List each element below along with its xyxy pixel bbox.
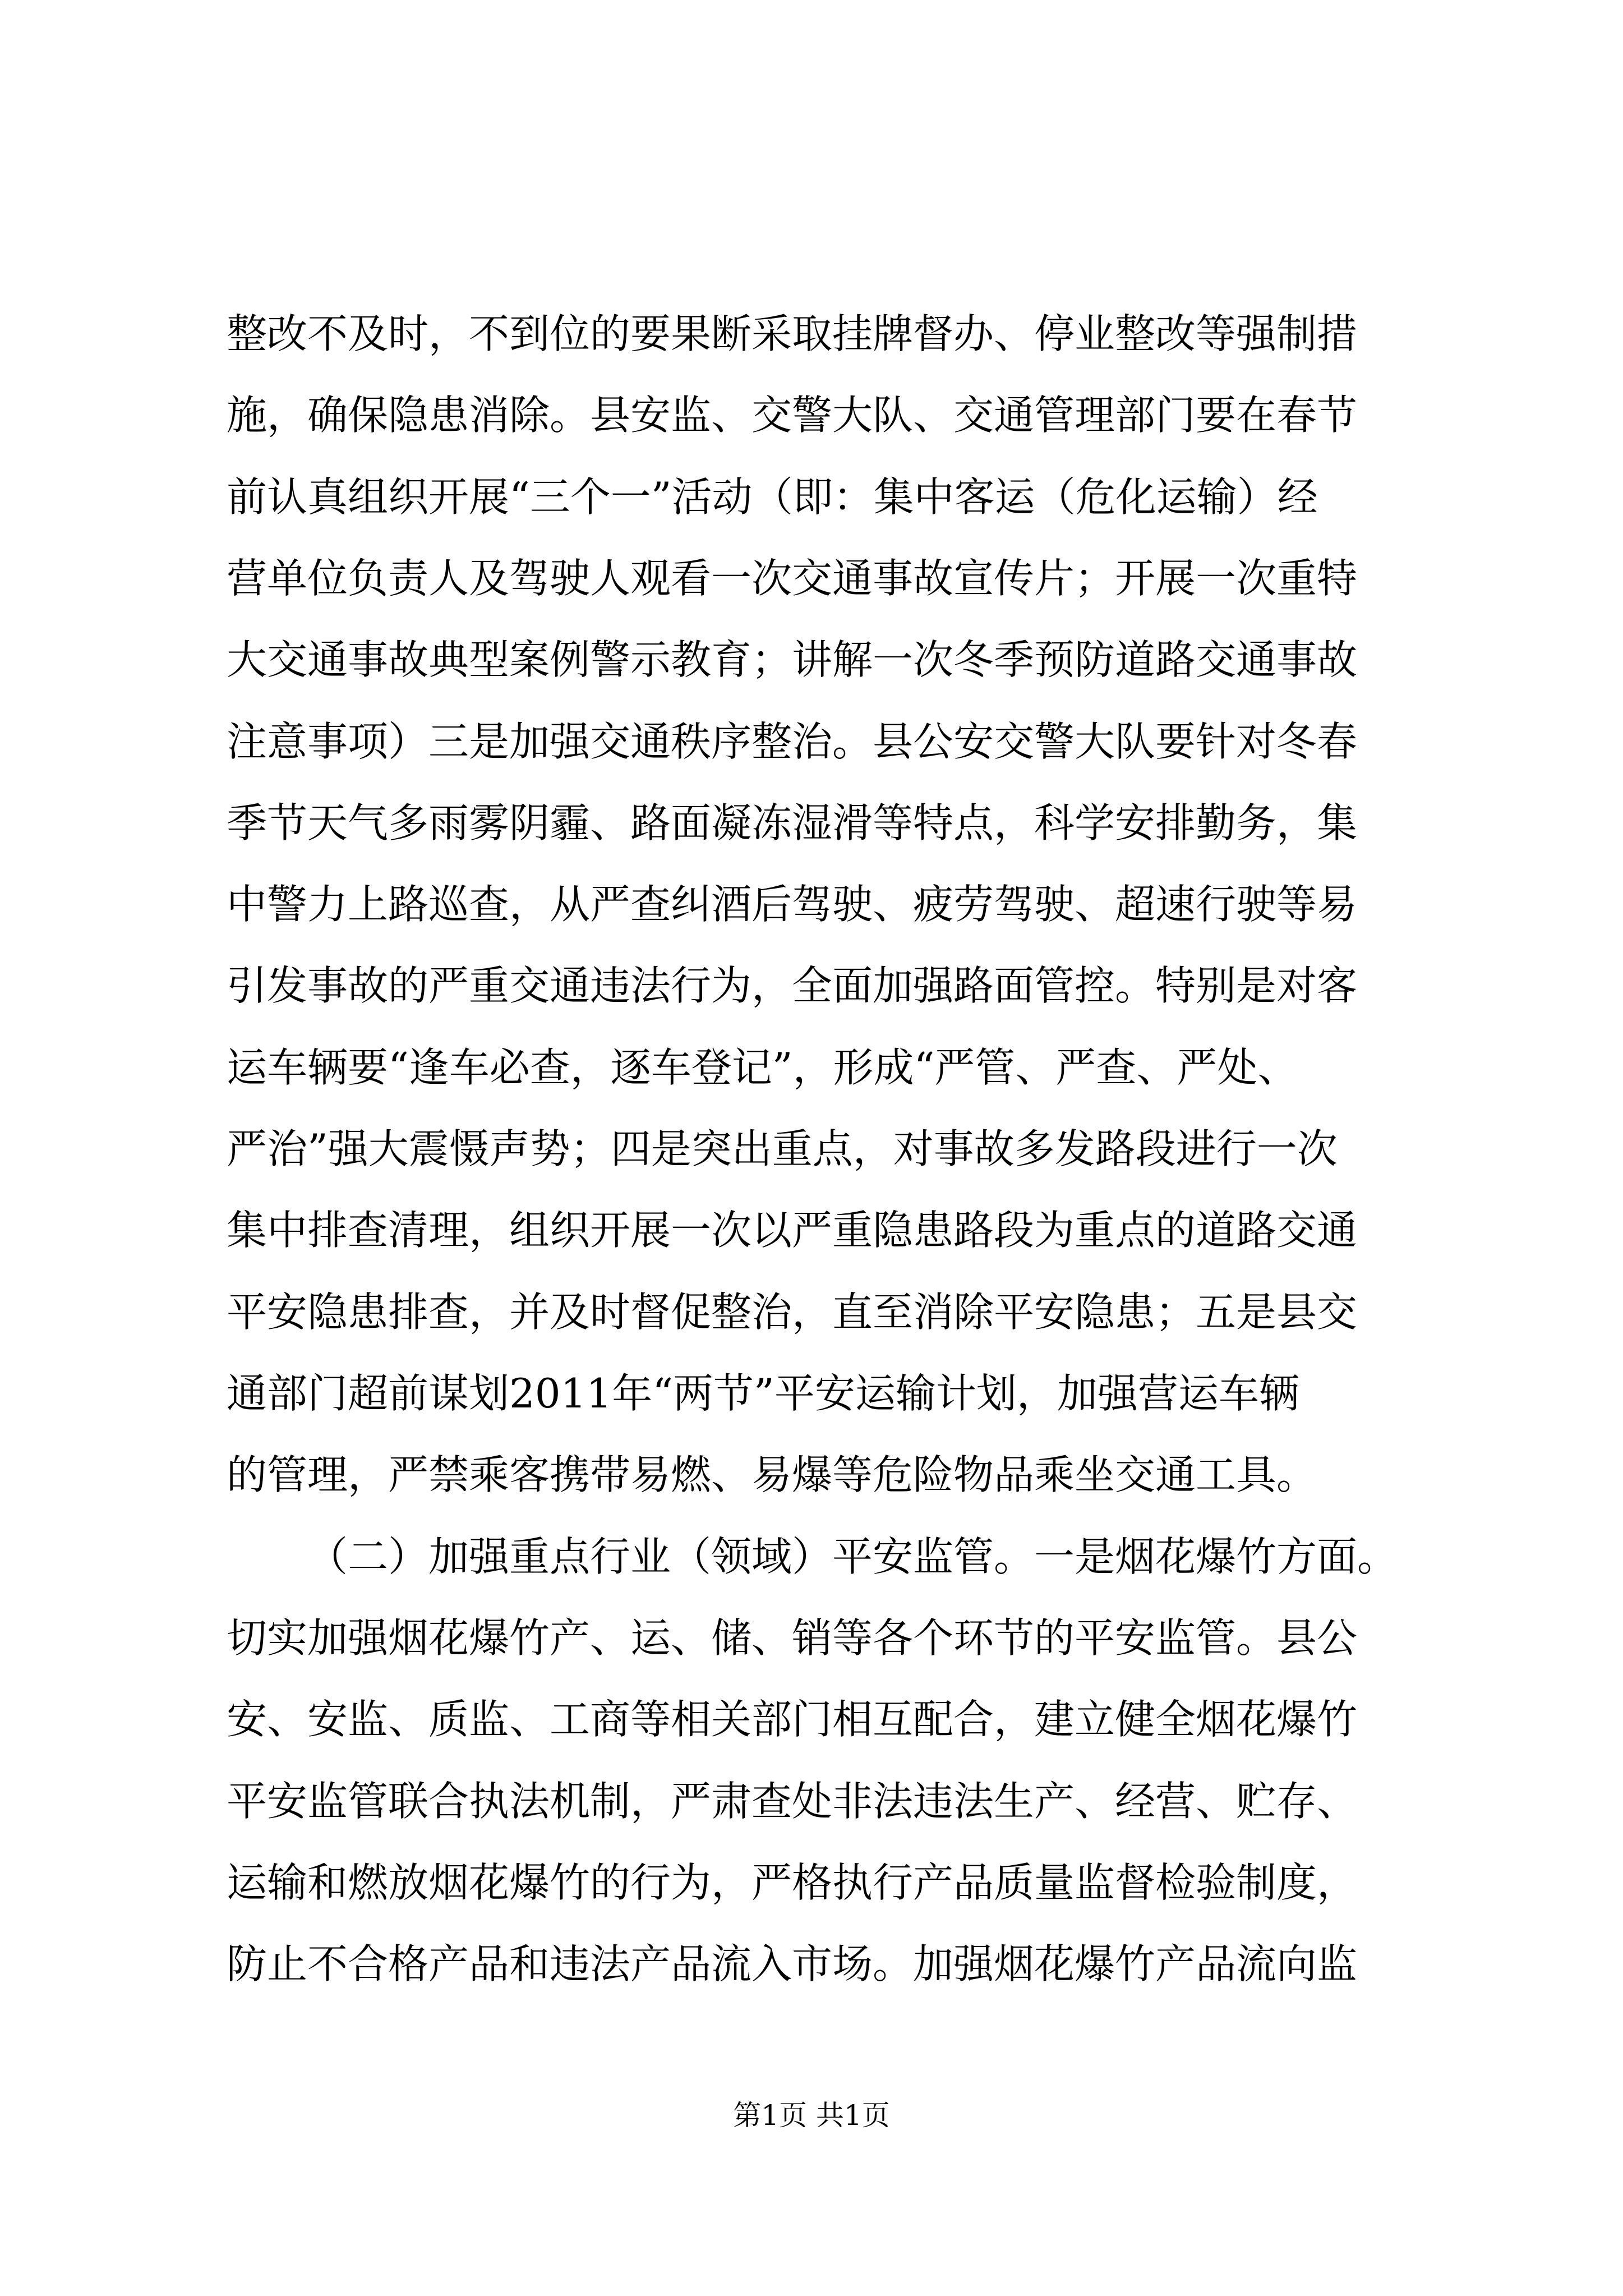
text-line: 平安监管联合执法机制，严肃查处非法违法生产、经营、贮存、 (227, 1778, 1358, 1825)
text-line: 大交通事故典型案例警示教育；讲解一次冬季预防道路交通事故 (227, 636, 1358, 683)
text-line: 前认真组织开展“三个一”活动（即：集中客运（危化运输）经 (227, 473, 1318, 521)
text-line: 运输和燃放烟花爆竹的行为，严格执行产品质量监督检验制度， (227, 1859, 1358, 1906)
text-line: 集中排查清理，组织开展一次以严重隐患路段为重点的道路交通 (227, 1207, 1358, 1254)
text-line: 通部门超前谋划2011年“两节”平安运输计划，加强营运车辆 (227, 1370, 1299, 1417)
text-line: 注意事项）三是加强交通秩序整治。县公安交警大队要针对冬春 (227, 718, 1358, 765)
text-line: 运车辆要“逢车必查，逐车登记”，形成“严管、严查、严处、 (227, 1044, 1298, 1091)
text-line: 施，确保隐患消除。县安监、交警大队、交通管理部门要在春节 (227, 392, 1358, 439)
paragraph-first-line: （二）加强重点行业（领域）平安监管。一是烟花爆竹方面。 (307, 1533, 1398, 1580)
text-line: 的管理，严禁乘客携带易燃、易爆等危险物品乘坐交通工具。 (227, 1451, 1317, 1498)
text-line: 营单位负责人及驾驶人观看一次交通事故宣传片；开展一次重特 (227, 555, 1358, 602)
text-line: 平安隐患排查，并及时督促整治，直至消除平安隐患；五是县交 (227, 1289, 1358, 1336)
text-line: 防止不合格产品和违法产品流入市场。加强烟花爆竹产品流向监 (227, 1940, 1358, 1987)
text-line: 安、安监、质监、工商等相关部门相互配合，建立健全烟花爆竹 (227, 1696, 1358, 1743)
text-line: 季节天气多雨雾阴霾、路面凝冻湿滑等特点，科学安排勤务，集 (227, 799, 1358, 846)
page-footer: 第1页 共1页 (733, 2099, 890, 2132)
text-line: 中警力上路巡查，从严查纠酒后驾驶、疲劳驾驶、超速行驶等易 (227, 881, 1358, 928)
text-line: 切实加强烟花爆竹产、运、储、销等各个环节的平安监管。县公 (227, 1614, 1358, 1662)
text-line: 引发事故的严重交通违法行为，全面加强路面管控。特别是对客 (227, 962, 1358, 1009)
text-line: 严治”强大震慑声势；四是突出重点，对事故多发路段进行一次 (227, 1125, 1338, 1172)
text-line: 整改不及时，不到位的要果断采取挂牌督办、停业整改等强制措 (227, 310, 1358, 357)
